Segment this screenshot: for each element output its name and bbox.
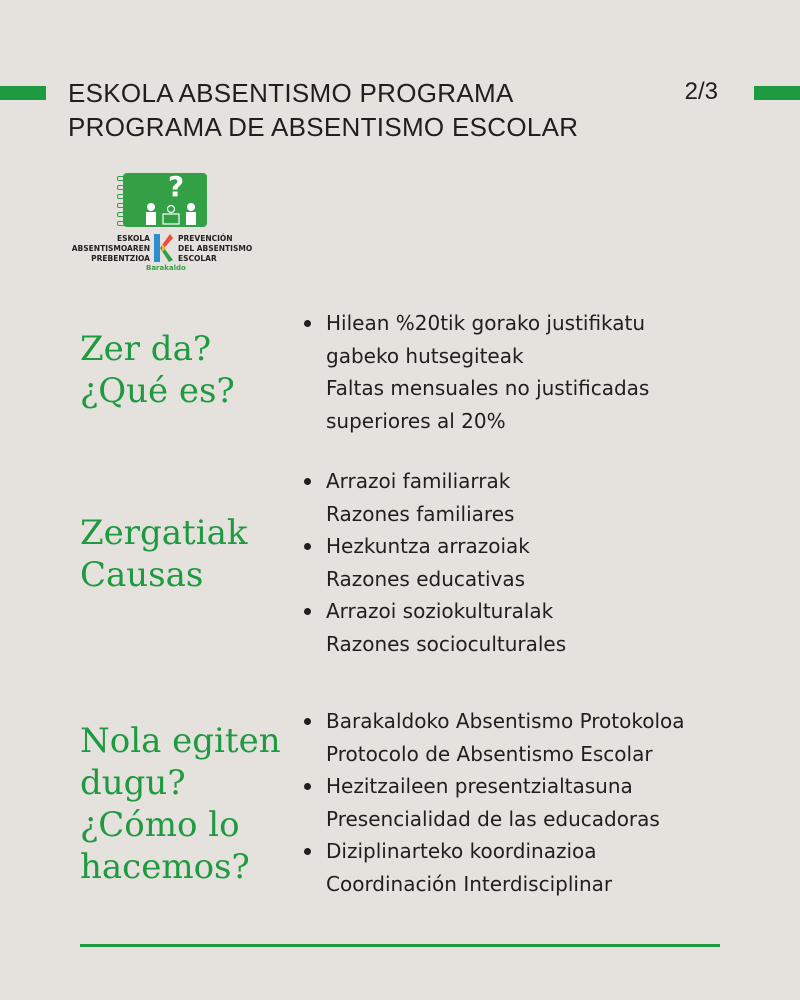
list-item: Barakaldoko Absentismo Protokoloa Protocolo de Absentismo Escolar — [298, 705, 685, 770]
logo-text-spanish: PREVENCIÓN DEL ABSENTISMO ESCOLAR — [178, 234, 253, 263]
section-list-what — [298, 307, 649, 437]
title-line-basque: ESKOLA ABSENTISMO PROGRAMA — [68, 78, 514, 108]
list-item: Hilean %20tik gorako justifikatu gabeko hutsegiteak Faltas mensuales no justificadas superiores al 20% — [298, 307, 649, 437]
section-list-causes — [298, 465, 566, 660]
question-mark-icon: ? — [167, 170, 185, 203]
logo-text-basque: ESKOLA ABSENTISMOAREN PREBENTZIOA — [71, 234, 150, 263]
section-heading-what: Zer da? ¿Qué es? — [80, 329, 235, 411]
title-line-spanish: PROGRAMA DE ABSENTISMO ESCOLAR — [68, 112, 579, 142]
right-accent-bar — [754, 86, 800, 100]
list-item: Diziplinarteko koordinazioa Coordinación Interdisciplinar — [298, 835, 685, 900]
left-accent-bar — [0, 86, 46, 100]
section-heading-causes: Zergatiak Causas — [80, 513, 248, 595]
section-heading-how: Nola egiten dugu? ¿Cómo lo hacemos? — [80, 721, 281, 887]
people-icon — [141, 200, 201, 226]
list-item: Hezkuntza arrazoiak Razones educativas — [298, 530, 566, 595]
logo-city-name: Barakaldo — [146, 264, 186, 272]
page-title — [68, 76, 668, 144]
list-item: Arrazoi familiarrak Razones familiares — [298, 465, 566, 530]
list-item: Hezitzaileen presentzialtasuna Presencialidad de las educadoras — [298, 770, 685, 835]
page-number: 2/3 — [684, 78, 718, 105]
k-mark-icon — [152, 232, 174, 264]
program-logo — [66, 170, 256, 276]
list-item: Arrazoi soziokulturalak Razones socioculturales — [298, 595, 566, 660]
section-list-how — [298, 705, 685, 900]
bottom-divider — [80, 944, 720, 947]
